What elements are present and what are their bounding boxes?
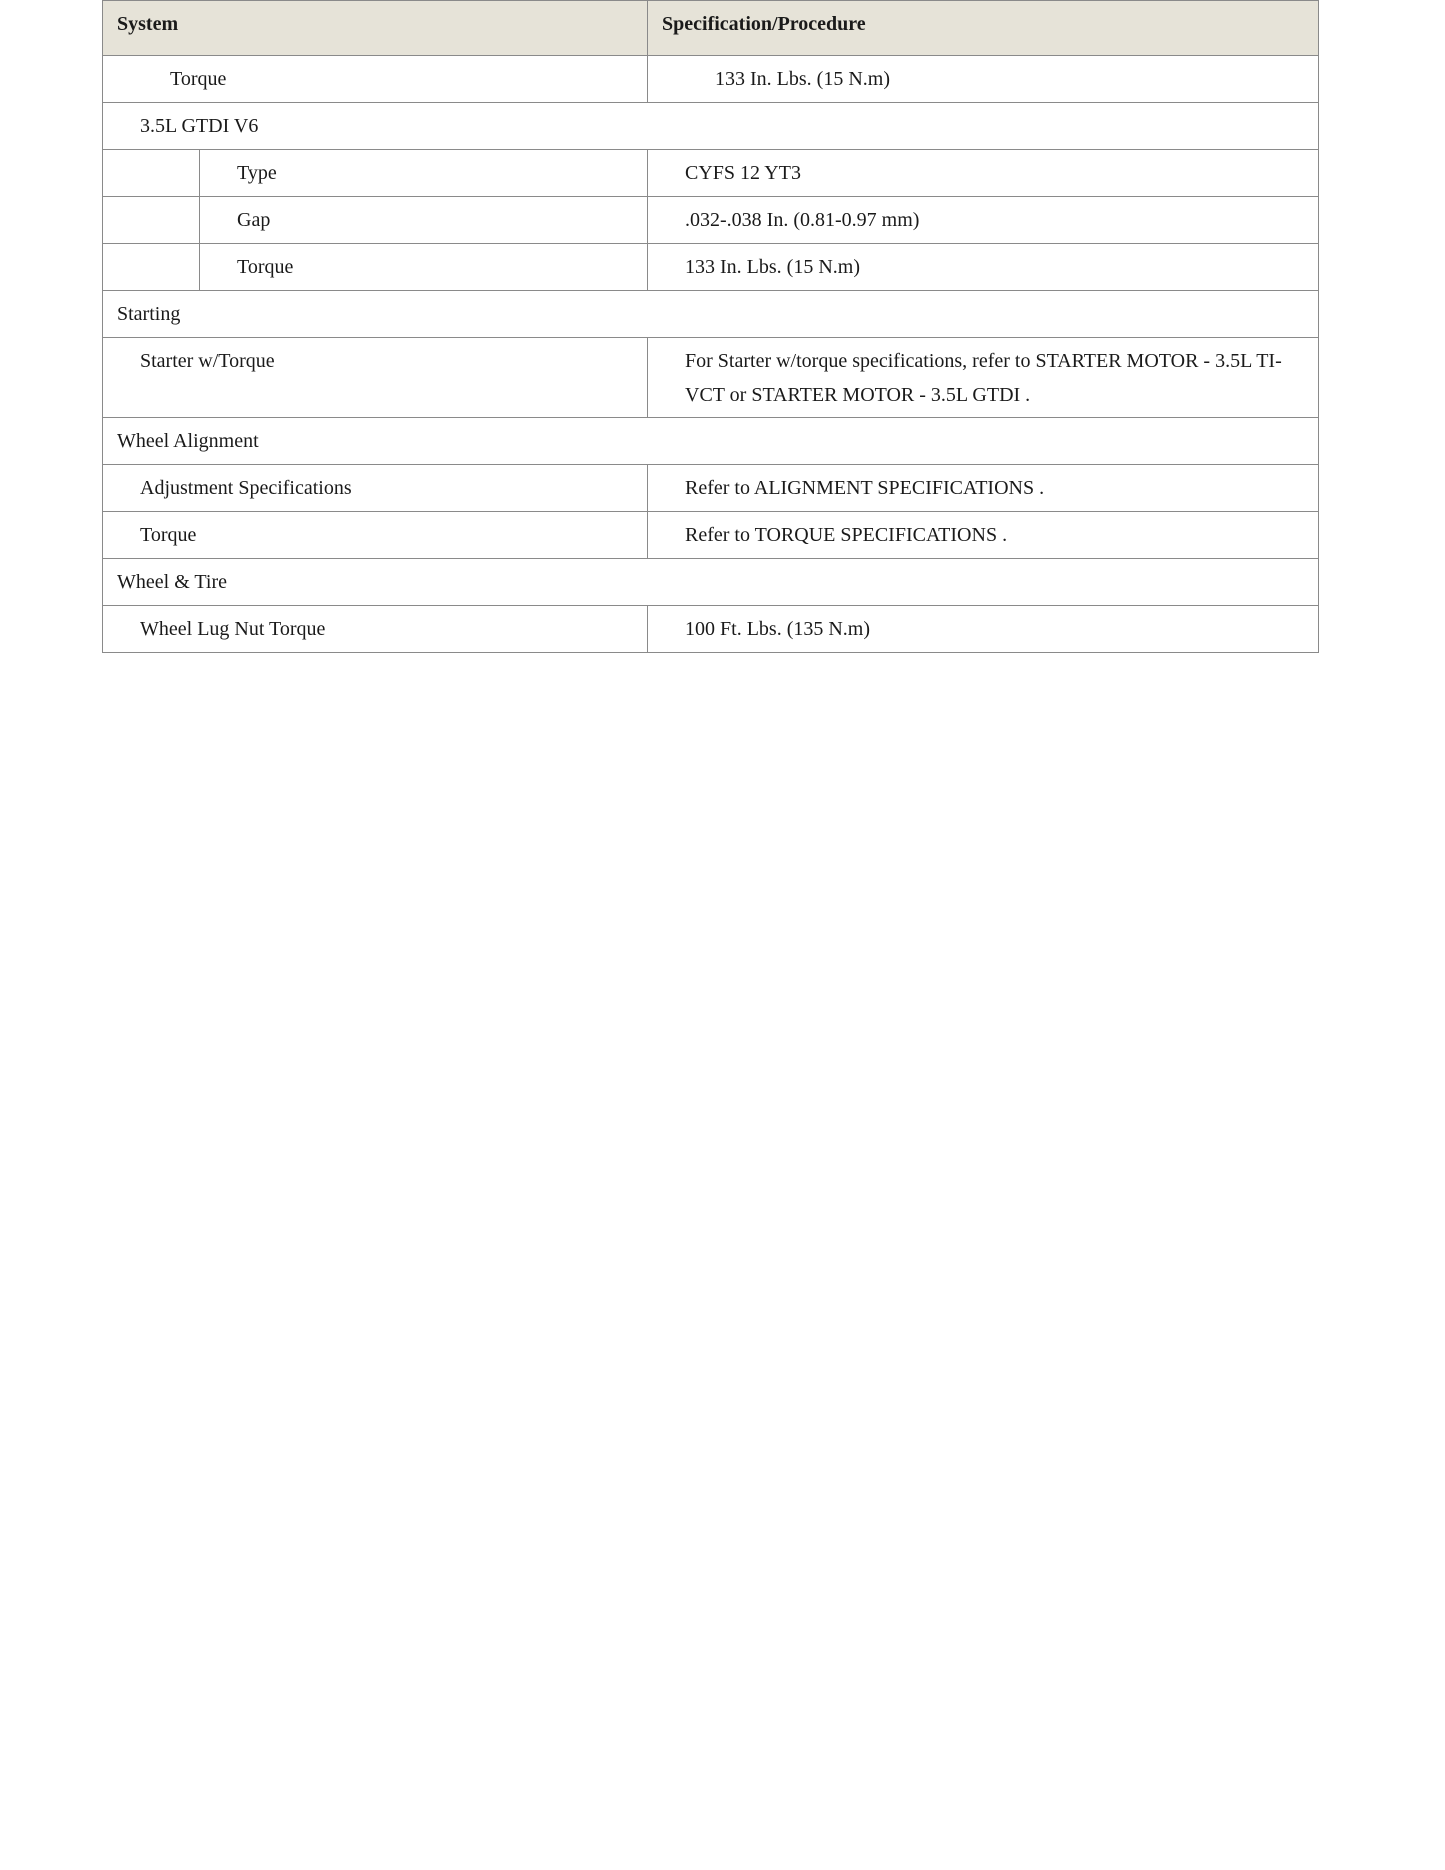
section-row — [103, 559, 1319, 606]
section-label: Wheel & Tire — [103, 559, 1319, 606]
row-value: 100 Ft. Lbs. (135 N.m) — [648, 606, 1319, 653]
row-value: CYFS 12 YT3 — [648, 150, 1319, 197]
table-row — [103, 465, 1319, 512]
row-label: Type — [200, 150, 648, 197]
section-row — [103, 291, 1319, 338]
section-row — [103, 418, 1319, 465]
row-value: 133 In. Lbs. (15 N.m) — [648, 56, 1319, 103]
row-label: Torque — [103, 56, 648, 103]
specification-table — [102, 0, 1319, 653]
indent-spacer — [103, 150, 200, 197]
header-system: System — [103, 1, 648, 56]
row-label: Torque — [103, 512, 648, 559]
row-value: Refer to TORQUE SPECIFICATIONS . — [648, 512, 1319, 559]
indent-spacer — [103, 197, 200, 244]
header-specification: Specification/Procedure — [648, 1, 1319, 56]
row-label: Gap — [200, 197, 648, 244]
table-row — [103, 197, 1319, 244]
indent-spacer — [103, 244, 200, 291]
row-value: Refer to ALIGNMENT SPECIFICATIONS . — [648, 465, 1319, 512]
row-value: For Starter w/torque specifications, refer to STARTER MOTOR - 3.5L TI-VCT or STARTER MOTOR - 3.5L GTDI . — [648, 338, 1319, 418]
table-row — [103, 244, 1319, 291]
table-row — [103, 606, 1319, 653]
section-label: 3.5L GTDI V6 — [103, 103, 1319, 150]
table-row — [103, 512, 1319, 559]
row-label: Adjustment Specifications — [103, 465, 648, 512]
table-row — [103, 56, 1319, 103]
row-value: .032-.038 In. (0.81-0.97 mm) — [648, 197, 1319, 244]
section-label: Starting — [103, 291, 1319, 338]
row-value: 133 In. Lbs. (15 N.m) — [648, 244, 1319, 291]
row-label: Starter w/Torque — [103, 338, 648, 418]
table-row — [103, 150, 1319, 197]
row-label: Wheel Lug Nut Torque — [103, 606, 648, 653]
section-row — [103, 103, 1319, 150]
section-label: Wheel Alignment — [103, 418, 1319, 465]
table-header-row — [103, 1, 1319, 56]
row-label: Torque — [200, 244, 648, 291]
table-row — [103, 338, 1319, 418]
